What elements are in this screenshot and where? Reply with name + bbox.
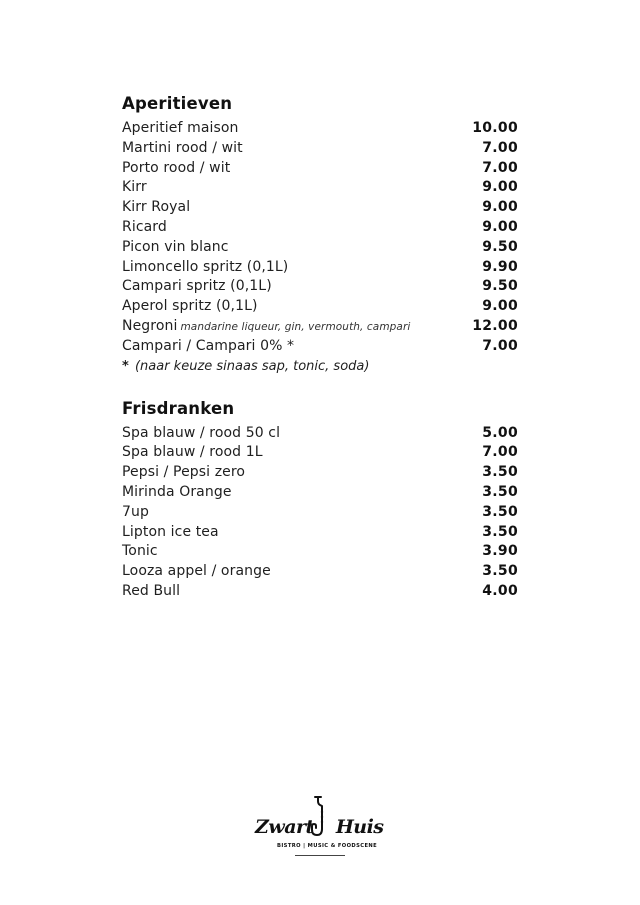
menu-item-price: 9.00 (482, 298, 518, 315)
menu-item-name: Campari / Campari 0% * (122, 337, 295, 354)
menu-item-label (122, 277, 272, 297)
menu-item-price: 7.00 (482, 139, 518, 156)
menu-item-price: 3.50 (482, 503, 518, 520)
menu-item-name: Kirr Royal (122, 199, 191, 216)
menu-item-price: 9.00 (482, 199, 518, 216)
menu-item-name: Mirinda Orange (122, 483, 232, 500)
menu-item-name: Pepsi / Pepsi zero (122, 464, 246, 481)
menu-item-price: 10.00 (472, 120, 518, 136)
section-title-frisdranken: Frisdranken (122, 398, 235, 418)
menu-item (122, 297, 518, 317)
menu-item-label (122, 443, 263, 463)
menu-item-name: Spa blauw / rood 1L (122, 444, 263, 461)
menu-item-label (122, 159, 230, 179)
menu-item-price: 7.00 (482, 444, 518, 461)
menu-item-price: 9.50 (482, 238, 518, 255)
frisdranken-section (122, 398, 518, 602)
menu-item-price: 9.90 (482, 258, 518, 275)
menu-item-price: 12.00 (472, 317, 518, 334)
menu-item-price: 9.50 (482, 278, 518, 295)
menu-item (122, 277, 518, 297)
menu-item-label (122, 198, 190, 218)
menu-item-name: Limoncello spritz (0,1L) (122, 258, 289, 275)
menu-item (122, 218, 518, 238)
menu-item-price: 4.00 (482, 582, 518, 599)
menu-item-label (122, 424, 280, 444)
menu-item-price: 9.00 (482, 179, 518, 196)
menu-item-price: 5.00 (482, 424, 518, 441)
menu-item (122, 238, 518, 258)
menu-item-label (122, 139, 243, 159)
menu-item-label (122, 218, 167, 238)
menu-item-label (122, 337, 294, 357)
menu-item (122, 258, 518, 278)
menu-item (122, 483, 518, 503)
menu-item (122, 523, 518, 543)
menu-item-name: Red Bull (122, 582, 181, 599)
section-title-aperitieven: Aperitieven (122, 94, 233, 113)
menu-item-price: 3.50 (482, 483, 518, 500)
menu-item-label (122, 258, 288, 278)
menu-item-name: Negroni (122, 317, 178, 334)
menu-item-price: 9.00 (482, 218, 518, 235)
logo-subtitle: BISTRO | MUSIC & FOODSCENE (277, 843, 378, 849)
menu-item-label (122, 238, 229, 258)
logo-divider (295, 855, 345, 856)
menu-item-name: Porto rood / wit (122, 159, 231, 176)
menu-item-price: 3.90 (482, 543, 518, 560)
menu-item (122, 119, 518, 139)
menu-item (122, 424, 518, 444)
menu-item-label (122, 463, 245, 483)
menu-item-label (122, 503, 149, 523)
menu-item-price: 7.00 (482, 337, 518, 354)
aperitieven-section (122, 93, 518, 377)
menu-item (122, 503, 518, 523)
menu-item-name: Kirr (122, 179, 147, 196)
frisdranken-list (122, 424, 518, 602)
menu-item-name: Martini rood / wit (122, 139, 243, 156)
menu-item-label (122, 178, 147, 198)
menu-item (122, 542, 518, 562)
menu-item-label (122, 562, 271, 582)
logo-word-2: Huis (335, 816, 384, 838)
footnote-text: (naar keuze sinaas sap, tonic, soda) (134, 358, 370, 374)
menu-item-label (122, 119, 239, 139)
menu-item-name: Spa blauw / rood 50 cl (122, 424, 281, 441)
menu-item-name: Aperol spritz (0,1L) (122, 298, 258, 315)
logo-wordmark (255, 816, 384, 838)
menu-item-price: 7.00 (482, 159, 518, 176)
footnote-marker: * (122, 358, 129, 374)
menu-item (122, 562, 518, 582)
zwarthuis-logo (245, 795, 395, 865)
logo-word-1: Zwart (255, 816, 314, 838)
menu-item-label (122, 297, 258, 317)
menu-item-name: Looza appel / orange (122, 563, 271, 580)
menu-item-name: Campari spritz (0,1L) (122, 278, 272, 295)
menu-item-name: Tonic (122, 543, 158, 560)
menu-item (122, 198, 518, 218)
menu-item (122, 317, 518, 337)
menu-item-price: 3.50 (482, 523, 518, 540)
menu-item-label (122, 483, 232, 503)
menu-item-description: mandarine liqueur, gin, vermouth, campari (180, 320, 411, 333)
menu-item (122, 159, 518, 179)
menu-item-name: 7up (122, 503, 149, 520)
menu-page (122, 93, 518, 602)
menu-item-label (122, 523, 219, 543)
menu-item-label (122, 582, 180, 602)
menu-item-price: 3.50 (482, 563, 518, 580)
footnote (122, 357, 518, 377)
menu-item (122, 443, 518, 463)
menu-item-price: 3.50 (482, 464, 518, 481)
menu-item-name: Aperitief maison (122, 120, 239, 136)
menu-item-name: Lipton ice tea (122, 523, 219, 540)
menu-item (122, 463, 518, 483)
menu-item (122, 139, 518, 159)
menu-item (122, 178, 518, 198)
menu-item-name: Picon vin blanc (122, 238, 229, 255)
menu-item (122, 582, 518, 602)
menu-item (122, 337, 518, 357)
menu-item-label (122, 317, 410, 338)
aperitieven-list (122, 119, 518, 357)
menu-item-label (122, 542, 158, 562)
menu-item-name: Ricard (122, 218, 167, 235)
